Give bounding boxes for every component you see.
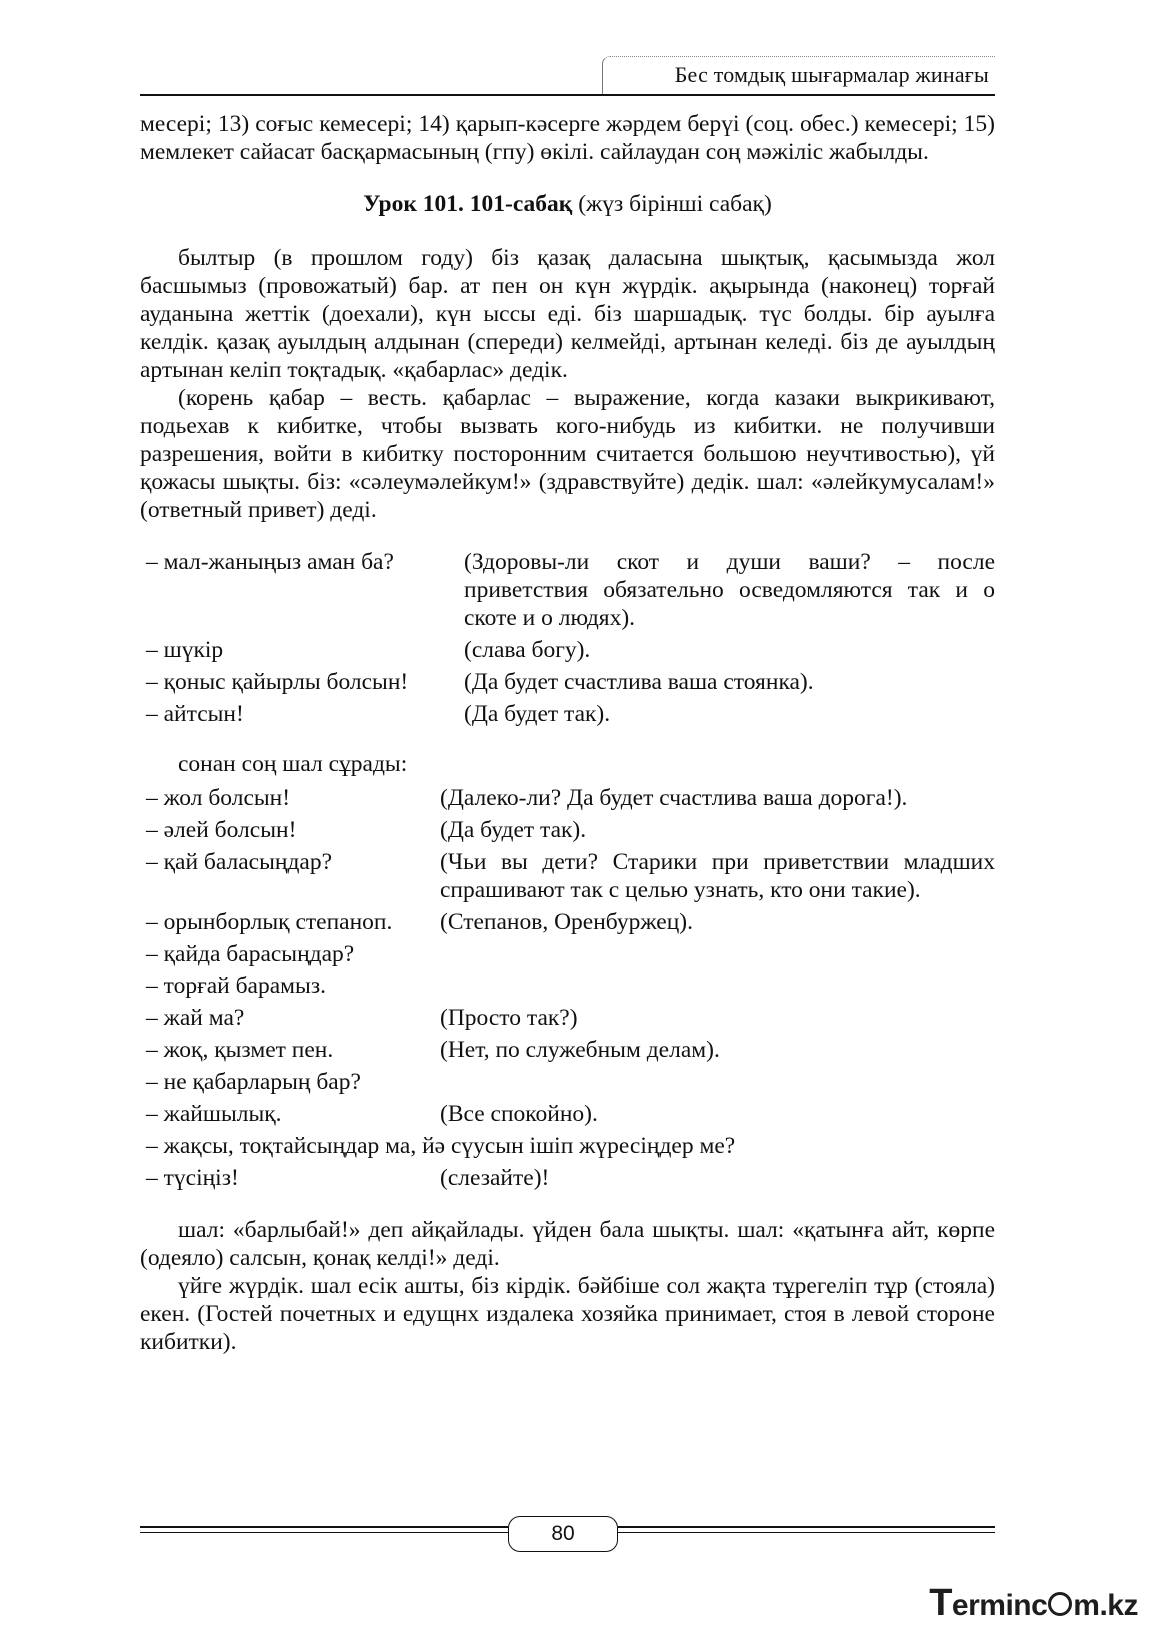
dialog-row: [140, 1132, 995, 1160]
dialog-kazakh: – қай баласыңдар?: [146, 849, 333, 875]
footer-rule-left-thin: [140, 1532, 508, 1533]
dialog-kazakh: – жақсы, тоқтайсыңдар ма, йә сүусын ішіп жүресіңдер ме?: [146, 1133, 736, 1159]
dialog-kazakh: – қайда барасыңдар?: [146, 941, 355, 967]
dialog-row: [140, 940, 995, 968]
running-header: [140, 56, 995, 96]
dialog-kazakh: – мал-жаныңыз аман ба?: [146, 549, 394, 575]
paragraph-continued: месері; 13) соғыс кемесері; 14) қарып-кәсерге жәрдем берүі (соц. обес.) кемесері; 15) мемлекет сайасат басқармасының (гпу) өкілі. сайлаудан соң мәжіліс жабылды.: [140, 111, 995, 165]
watermark-text-start: erminc: [951, 1589, 1048, 1622]
header-rule: [140, 94, 995, 96]
dialog-russian: (Да будет счастлива ваша стоянка).: [464, 669, 814, 695]
watermark-initial: T: [929, 1582, 952, 1624]
dialog-russian: (Просто так?): [440, 1005, 578, 1031]
page-footer: [140, 1512, 995, 1552]
dialog-kazakh: – айтсын!: [146, 701, 244, 727]
dialog-russian: (Нет, по служебным делам).: [440, 1037, 720, 1063]
dialog-russian: (Все спокойно).: [440, 1101, 598, 1127]
dialog-russian: (слава богу).: [464, 637, 591, 663]
lesson-title: Урок 101. 101-сабақ: [363, 191, 573, 217]
dialog-row: [140, 1004, 995, 1032]
dialog-row: [140, 1100, 995, 1128]
lesson-subtitle: (жүз бірінші сабақ): [572, 191, 772, 217]
dialog-row: [140, 848, 995, 904]
paragraph: (корень қабар – весть. қабарлас – выражение, когда казаки выкрикивают, подьехав к кибитке, чтобы вызвать кого-нибудь из кибитки. не получивши разрешения, войти в кибитку посторонним считается большою неучтивостью), үй қожасы шықты. біз: «сәлеумәлейкум!» (здравствуйте) дедік. шал: «әлейкумусалам!» (ответный привет) деді.: [140, 385, 995, 523]
dialog-russian: (Степанов, Оренбуржец).: [440, 909, 693, 935]
paragraph: шал: «барлыбай!» деп айқайлады. үйден бала шықты. шал: «қатынға айт, көрпе (одеяло) салсын, қонақ келді!» деді.: [140, 1217, 995, 1271]
page-body: [140, 110, 995, 1356]
lesson-heading: [140, 190, 995, 218]
dialog-row: [140, 784, 995, 812]
dialog-russian: (Далеко-ли? Да будет счастлива ваша дорога!).: [440, 785, 908, 811]
dialog-kazakh: – торғай барамыз.: [146, 973, 326, 999]
dialog-row: [140, 1068, 995, 1096]
dialog-russian: (слезайте)!: [440, 1165, 550, 1191]
running-title: Бес томдық шығармалар жинағы: [674, 62, 989, 87]
dialog-russian: (Здоровы-ли скот и души ваши? – после приветствия обязательно осведомляются так и о скоте и о людях).: [464, 549, 995, 631]
dialog-russian: (Да будет так).: [440, 817, 587, 843]
dialog-russian: (Чьи вы дети? Старики при приветствии младших спрашивают так с целью узнать, кто они такие).: [440, 849, 995, 903]
dialog-russian: (Да будет так).: [464, 701, 611, 727]
footer-rule-right: [618, 1526, 995, 1528]
dialog-row: [140, 636, 995, 664]
dialog-kazakh: – жоқ, қызмет пен.: [146, 1037, 334, 1063]
dialog-row: [140, 972, 995, 1000]
dialog-kazakh: – не қабарларың бар?: [146, 1069, 361, 1095]
dialog-kazakh: – әлей болсын!: [146, 817, 297, 843]
page-number: 80: [508, 1516, 618, 1552]
dialog-kazakh: – жайшылық.: [146, 1101, 282, 1127]
paragraph: үйге жүрдік. шал есік ашты, біз кірдік. бәйбіше сол жақта тұрегеліп тұр (стояла) екен. (Гостей почетных и едущнх издалека хозяйка принимает, стоя в левой стороне кибитки).: [140, 1273, 995, 1355]
dialog-kazakh: – жай ма?: [146, 1005, 245, 1031]
watermark-text-end: m.kz: [1073, 1589, 1138, 1622]
dialog-questions: [140, 784, 995, 1192]
dialog-kazakh: – түсіңіз!: [146, 1165, 239, 1191]
paragraph: былтыр (в прошлом году) біз қазақ даласына шықтық, қасымызда жол басшымыз (провожатый) бар. ат пен он күн жүрдік. ақырында (наконец) торғай ауданына жеттік (доехали), күн ыссы еді. біз шаршадық. түс болды. бір ауылға келдік. қазақ ауылдың алдынан (спереди) келмейді, артынан келеді. біз де ауылдың артынан келіп тоқтадық. «қабарлас» дедік.: [140, 245, 995, 383]
footer-rule-right-thin: [618, 1532, 995, 1533]
dialog-kazakh: – жол болсын!: [146, 785, 291, 811]
footer-rule-left: [140, 1526, 508, 1528]
dialog-greeting: [140, 548, 995, 728]
dialog-row: [140, 548, 995, 632]
dialog-row: [140, 1164, 995, 1192]
dialog-intro: сонан соң шал сұрады:: [178, 751, 408, 777]
dialog-kazakh: – орынборлық степаноп.: [146, 909, 393, 935]
dialog-row: [140, 700, 995, 728]
dialog-kazakh: – қоныс қайырлы болсын!: [146, 669, 409, 695]
site-watermark: [929, 1582, 1138, 1625]
dialog-kazakh: – шүкір: [146, 637, 224, 663]
dialog-row: [140, 668, 995, 696]
dialog-row: [140, 908, 995, 936]
dialog-row: [140, 816, 995, 844]
dialog-row: [140, 1036, 995, 1064]
ring-icon: [1048, 1592, 1072, 1616]
